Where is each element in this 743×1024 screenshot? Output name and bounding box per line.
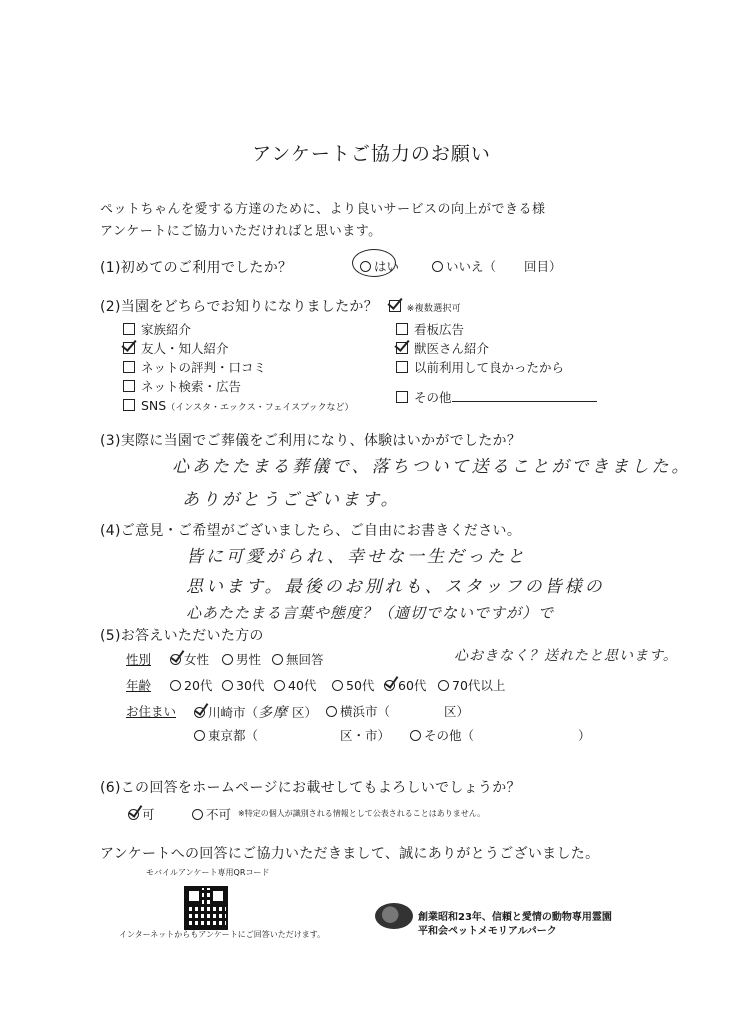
checkbox-icon <box>123 380 135 392</box>
question-1: (1)初めてのご利用でしたか？ <box>100 260 293 276</box>
qr-label: モバイルアンケート専用QRコード <box>146 868 270 877</box>
q4-answer-line-4: 心おきなく？送れたと思います。 <box>454 648 678 664</box>
checkbox-icon <box>123 323 135 335</box>
radio-icon <box>194 730 205 741</box>
q4-answer-line-2: 思います。最後のお別れも、スタッフの皆様の <box>186 577 605 597</box>
yokohama-ward: 区） <box>444 704 470 719</box>
q1-times: 回目） <box>524 259 562 274</box>
radio-icon <box>170 654 181 665</box>
checkbox-icon <box>123 399 135 411</box>
radio-icon <box>194 707 205 718</box>
checkbox-icon <box>123 361 135 373</box>
checkbox-icon <box>396 323 408 335</box>
q4-answer-line-3: 心あたたまる言葉や態度？（適切でないですが）で <box>186 604 555 622</box>
q3-answer-line-2: ありがとうございます。 <box>182 490 401 510</box>
gender-female[interactable]: 女性 <box>170 650 209 668</box>
other-close: ） <box>578 728 591 743</box>
question-2-text: (2)当園をどちらでお知りになりましたか？ <box>100 299 378 315</box>
address-label: お住まい <box>126 704 177 719</box>
checkbox-icon <box>396 361 408 373</box>
tokyo-city: 区・市） <box>340 728 391 743</box>
thanks-message: アンケートへの回答にご協力いただきまして、誠にありがとうございました。 <box>100 846 600 862</box>
radio-icon <box>410 730 421 741</box>
age-30s[interactable]: 30代 <box>222 676 264 694</box>
age-60s[interactable]: 60代 <box>384 676 426 694</box>
age-70s-plus[interactable]: 70代以上 <box>438 676 505 694</box>
question-5: (5)お答えいただいた方の <box>100 628 264 644</box>
question-4: (4)ご意見・ご希望がございましたら、ご自由にお書きください。 <box>100 523 522 539</box>
q6-option-yes[interactable]: 可 <box>128 805 155 823</box>
checkbox-icon <box>396 391 408 403</box>
company-tagline: 創業昭和23年、信頼と愛情の動物専用霊園 <box>418 912 612 923</box>
q1-option-no[interactable]: いいえ（ <box>432 257 496 275</box>
company-logo-icon <box>375 903 413 929</box>
age-label: 年齢 <box>126 678 152 693</box>
radio-icon <box>222 680 233 691</box>
qr-note: インターネットからもアンケートにご回答いただけます。 <box>119 930 326 939</box>
circle-mark <box>352 249 396 277</box>
question-6: (6)この回答をホームページにお載せしてもよろしいでしょうか？ <box>100 780 521 796</box>
q2-option-search[interactable]: ネット検索・広告 <box>123 377 241 395</box>
radio-icon <box>128 809 139 820</box>
gender-male[interactable]: 男性 <box>222 650 261 668</box>
radio-icon <box>384 680 395 691</box>
q3-answer-line-1: 心あたたまる葬儀で、落ちついて送ることができました。 <box>172 457 692 477</box>
q2-option-friend[interactable]: 友人・知人紹介 <box>123 339 229 357</box>
q2-option-family[interactable]: 家族紹介 <box>123 320 191 338</box>
q1-option-yes[interactable]: はい <box>360 257 399 275</box>
radio-icon <box>332 680 343 691</box>
company-name: 平和会ペットメモリアルパーク <box>418 926 557 937</box>
age-50s[interactable]: 50代 <box>332 676 374 694</box>
age-20s[interactable]: 20代 <box>170 676 212 694</box>
q2-option-other[interactable]: その他 <box>396 388 597 406</box>
q2-option-signboard[interactable]: 看板広告 <box>396 320 464 338</box>
radio-icon <box>192 809 203 820</box>
radio-icon <box>272 654 283 665</box>
q2-option-reviews[interactable]: ネットの評判・口コミ <box>123 358 266 376</box>
gender-label: 性別 <box>126 652 152 667</box>
address-yokohama[interactable]: 横浜市（ <box>326 702 390 720</box>
checkbox-icon <box>396 342 408 354</box>
qr-code-icon[interactable] <box>184 886 228 930</box>
q2-option-previous[interactable]: 以前利用して良かったから <box>396 358 564 376</box>
q2-option-sns[interactable]: SNS（インスタ・エックス・フェイスブックなど） <box>123 398 354 413</box>
radio-icon <box>170 680 181 691</box>
address-other[interactable]: その他（ <box>410 726 474 744</box>
kawasaki-ward-answer: 多摩 <box>258 705 289 721</box>
radio-icon <box>326 706 337 717</box>
question-2 <box>100 296 461 316</box>
checkbox-icon <box>123 342 135 354</box>
age-40s[interactable]: 40代 <box>274 676 316 694</box>
radio-icon <box>274 680 285 691</box>
q2-option-vet[interactable]: 獣医さん紹介 <box>396 339 489 357</box>
radio-icon <box>432 261 443 272</box>
address-kawasaki[interactable]: 川崎市（多摩 区） <box>194 702 317 722</box>
address-tokyo[interactable]: 東京都（ <box>194 726 258 744</box>
gender-no-answer[interactable]: 無回答 <box>272 650 324 668</box>
radio-icon <box>438 680 449 691</box>
other-input-line[interactable] <box>452 389 597 402</box>
intro-line-2: アンケートにご協力いただければと思います。 <box>100 224 382 239</box>
q6-option-no[interactable]: 不可 <box>192 805 231 823</box>
q6-note: ※特定の個人が識別される情報として公表されることはありません。 <box>238 809 486 818</box>
question-2-note: ※複数選択可 <box>406 304 462 314</box>
page-title: アンケートご協力のお願い <box>252 143 491 165</box>
intro-line-1: ペットちゃんを愛する方達のために、より良いサービスの向上ができる様 <box>100 202 546 217</box>
checkbox-icon <box>389 300 401 312</box>
q4-answer-line-1: 皆に可愛がられ、幸せな一生だったと <box>186 547 528 567</box>
radio-icon <box>222 654 233 665</box>
question-3: (3)実際に当園でご葬儀をご利用になり、体験はいかがでしたか？ <box>100 433 522 449</box>
